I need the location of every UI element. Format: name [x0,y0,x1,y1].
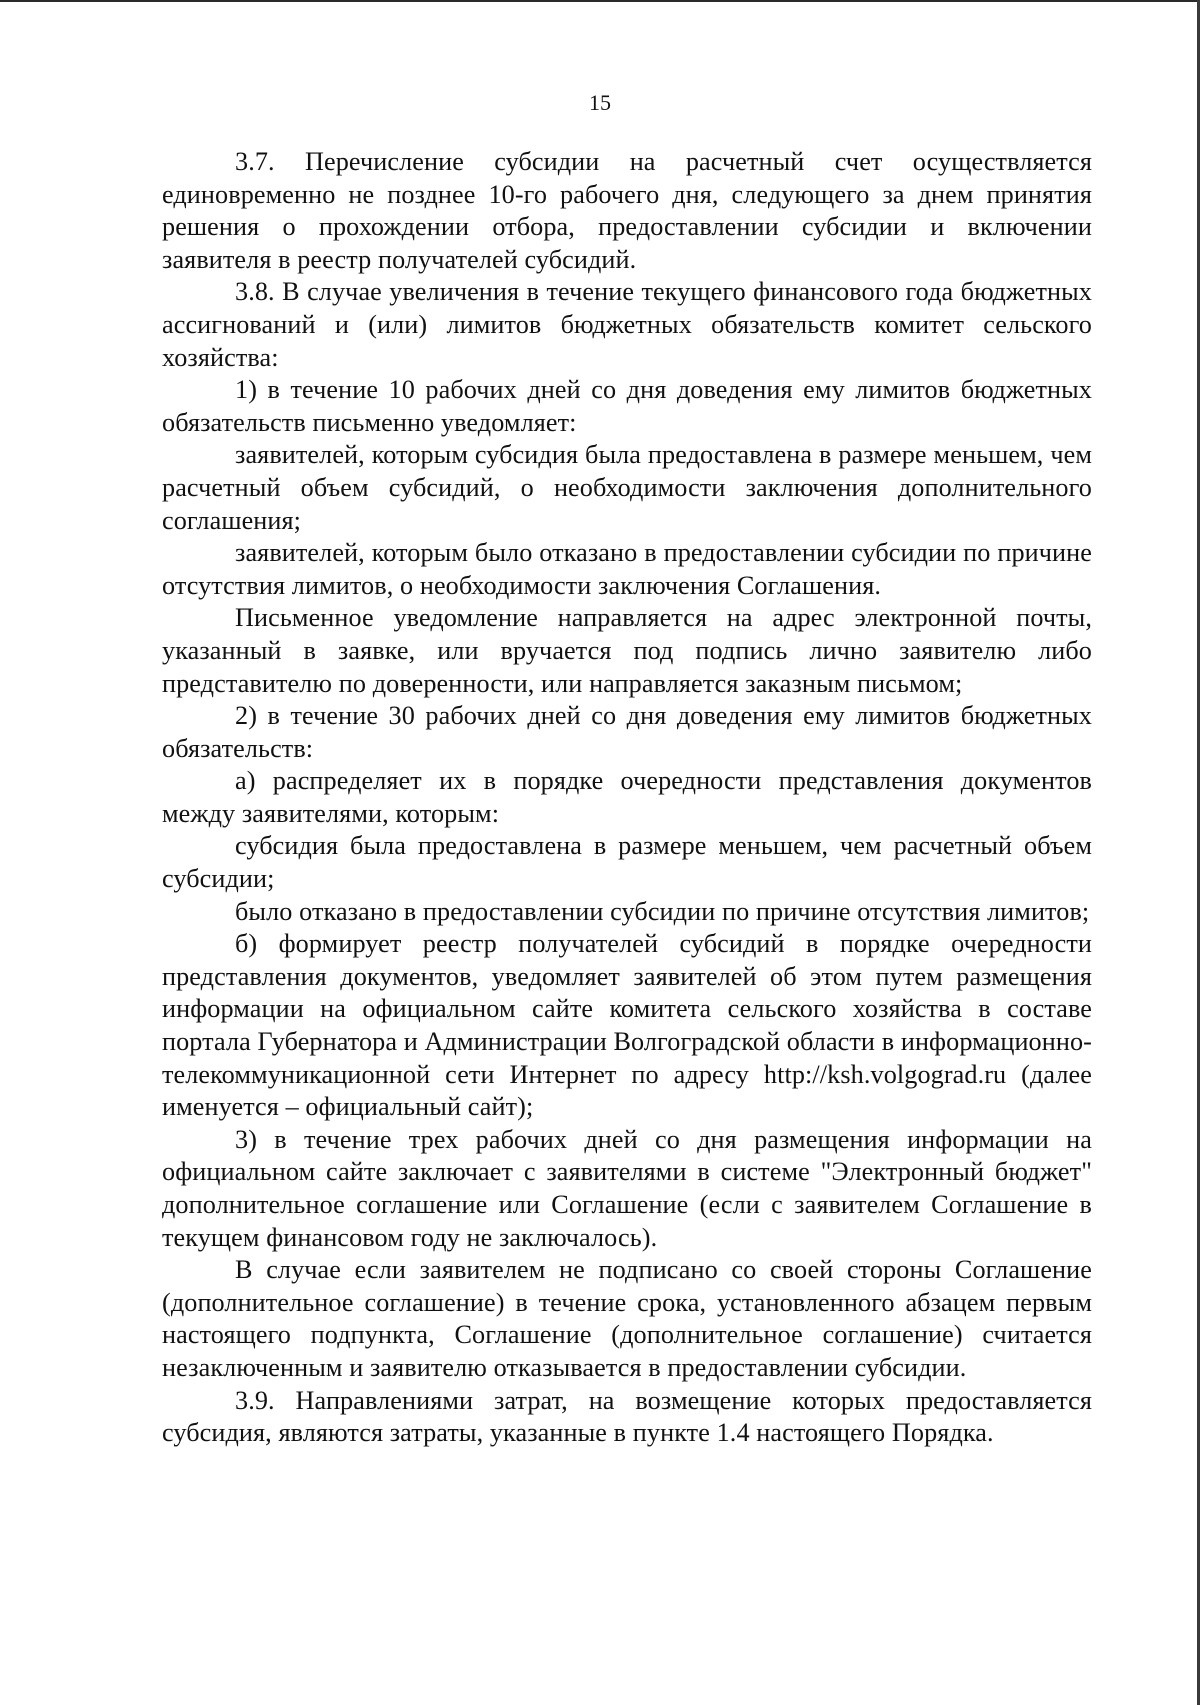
paragraph-3-7: 3.7. Перечисление субсидии на расчетный счет осуществляется единовременно не позднее 10-го рабочего дня, следующего за днем принятия решения о прохождении отбора, предоставлении субсидии и включении заявителя в реестр получателей субсидий. [162,147,1092,274]
paragraph-3-8-item-2: 2) в течение 30 рабочих дней со дня доведения ему лимитов бюджетных обязательств: [162,701,1092,763]
paragraph-notify-refused: заявителей, которым было отказано в предоставлении субсидии по причине отсутствия лимитов, о необходимости заключения Соглашения. [162,538,1092,600]
paragraph-item-2-a-smaller: субсидия была предоставлена в размере меньшем, чем расчетный объем субсидии; [162,831,1092,894]
paragraph-written-notice: Письменное уведомление направляется на адрес электронной почты, указанный в заявке, или вручается под подпись лично заявителю либо представителю по доверенности, или направляется заказным письмом; [162,603,1092,698]
paragraph-3-8: 3.8. В случае увеличения в течение текущего финансового года бюджетных ассигнований и (или) лимитов бюджетных обязательств комитет сельского хозяйства: [162,277,1092,372]
scan-edge-top [0,0,1200,2]
paragraph-3-8-item-1: 1) в течение 10 рабочих дней со дня доведения ему лимитов бюджетных обязательств письменно уведомляет: [162,375,1092,437]
paragraph-3-9: 3.9. Направлениями затрат, на возмещение которых предоставляется субсидия, являются затраты, указанные в пункте 1.4 настоящего Порядка. [162,1385,1092,1448]
paragraph-item-2-a: а) распределяет их в порядке очередности представления документов между заявителями, которым: [162,766,1092,828]
paragraph-unsigned-agreement: В случае если заявителем не подписано со своей стороны Соглашение (дополнительное соглашение) в течение срока, установленного абзацем первым настоящего подпункта, Соглашение (дополнительное соглашение) считается незаключенным и заявителю отказывается в предоставлении субсидии. [162,1255,1092,1382]
page-number: 15 [589,90,611,115]
document-body [162,146,1092,1450]
paragraph-3-8-item-3: 3) в течение трех рабочих дней со дня размещения информации на официальном сайте заключает с заявителями в системе "Электронный бюджет" дополнительное соглашение или Соглашение (если с заявителем Соглашение в текущем финансовом году не заключалось). [162,1124,1092,1252]
paragraph-item-2-a-refused: было отказано в предоставлении субсидии по причине отсутствия лимитов; [235,896,1090,926]
paragraph-item-2-b: б) формирует реестр получателей субсидий в порядке очередности представления документов, уведомляет заявителей об этом путем размещения информации на официальном сайте комитета сельского хозяйства в составе портала Губернатора и Администрации Волгоградской области в информационно-телекоммуникационной сети Интернет по адресу http://ksh.volgograd.ru (далее именуется – официальный сайт); [162,929,1092,1122]
paragraph-notify-smaller-subsidy: заявителей, которым субсидия была предоставлена в размере меньшем, чем расчетный объем субсидий, о необходимости заключения дополнительного соглашения; [162,440,1092,535]
